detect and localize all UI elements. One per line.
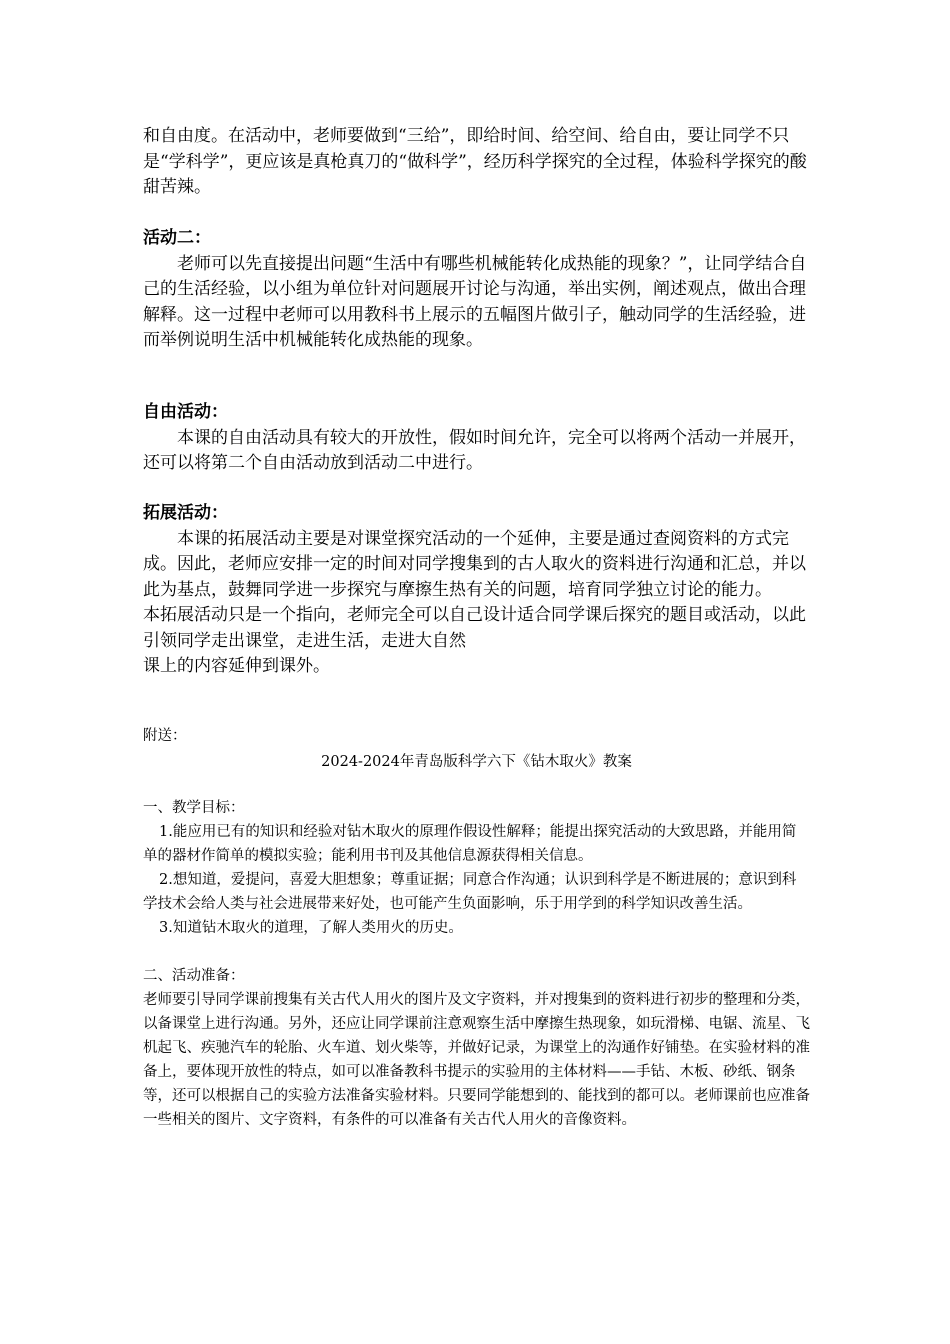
intro-paragraph — [143, 124, 810, 201]
goal-item-2: 2.想知道，爱提问，喜爱大胆想象；尊重证据；同意合作沟通；认识到科学是不断进展的；意识到科学技术会给人类与社会进展带来好处，也可能产生负面影响，乐于用学到的科学知识改善生活。 — [143, 872, 797, 912]
appendix-title: 2024-2024年青岛版科学六下《钻木取火》教案 — [321, 754, 632, 770]
intro-text: 和自由度。在活动中，老师要做到“三给”，即给时间、给空间、给自由，要让同学不只是“学科学”，更应该是真枪真刀的“做科学”，经历科学探究的全过程，体验科学探究的酸甜苦辣。 — [143, 126, 807, 197]
activity2-text: 老师可以先直接提出问题“生活中有哪些机械能转化成热能的现象？”，让同学结合自己的生活经验，以小组为单位针对问题展开讨论与沟通，举出实例，阐述观点，做出合理解释。这一过程中老师可以用教科书上展示的五幅图片做引子，触动同学的生活经验，进而举例说明生活中机械能转化成热能的现象。 — [143, 253, 807, 350]
extension-heading: 拓展活动： — [143, 503, 228, 523]
free-activity-section — [143, 400, 810, 477]
appendix-section — [143, 724, 810, 1132]
extension-text-3: 课上的内容延伸到课外。 — [143, 656, 330, 676]
appendix-label: 附送： — [143, 728, 187, 744]
goal-item-1: 1.能应用已有的知识和经验对钻木取火的原理作假设性解释；能提出探究活动的大致思路，并能用简单的器材作简单的模拟实验；能利用书刊及其他信息源获得相关信息。 — [143, 824, 797, 864]
extension-text-2: 本拓展活动只是一个指向，老师完全可以自己设计适合同学课后探究的题目或活动，以此引领同学走出课堂，走进生活，走进大自然 — [143, 605, 806, 651]
extension-section — [143, 501, 810, 680]
goals-heading: 一、教学目标： — [143, 800, 245, 816]
goal-item-3: 3.知道钻木取火的道理，了解人类用火的历史。 — [159, 920, 463, 936]
prep-heading: 二、活动准备： — [143, 968, 245, 984]
activity2-section — [143, 226, 810, 354]
extension-text-1: 本课的拓展活动主要是对课堂探究活动的一个延伸，主要是通过查阅资料的方式完成。因此，老师应安排一定的时间对同学搜集到的古人取火的资料进行沟通和汇总，并以此为基点，鼓舞同学进一步探究与摩擦生热有关的问题，培育同学独立讨论的能力。 — [143, 528, 806, 600]
prep-text: 老师要引导同学课前搜集有关古代人用火的图片及文字资料，并对搜集到的资料进行初步的整理和分类，以备课堂上进行沟通。另外，还应让同学课前注意观察生活中摩擦生热现象，如玩滑梯、电锯、流星、飞机起飞、疾驰汽车的轮胎、火车道、划火柴等，并做好记录，为课堂上的沟通作好铺垫。在实验材料的准备上，要体现开放性的特点，如可以准备教科书提示的实验用的主体材料——手钻、木板、砂纸、钢条等，还可以根据自己的实验方法准备实验材料。只要同学能想到的、能找到的都可以。老师课前也应准备一些相关的图片、文字资料，有条件的可以准备有关古代人用火的音像资料。 — [143, 992, 810, 1128]
activity2-heading: 活动二： — [143, 228, 211, 248]
free-activity-text: 本课的自由活动具有较大的开放性，假如时间允许，完全可以将两个活动一并展开，还可以将第二个自由活动放到活动二中进行。 — [143, 427, 806, 473]
free-activity-heading: 自由活动： — [143, 402, 228, 422]
